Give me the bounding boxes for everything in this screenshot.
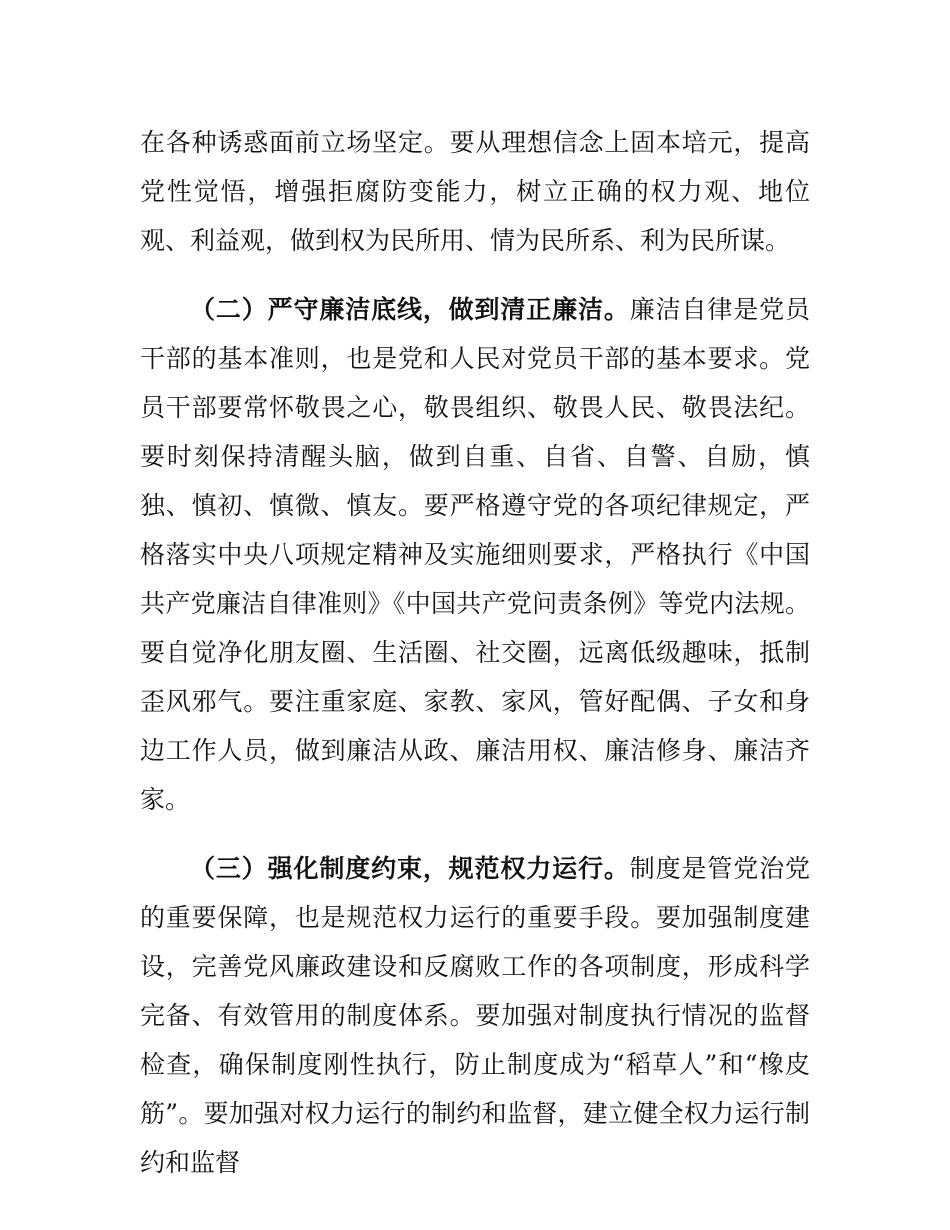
paragraph-section-2 bbox=[140, 285, 810, 824]
paragraph-text: 在各种诱惑面前立场坚定。要从理想信念上固本培元，提高党性觉悟，增强拒腐防变能力，树立正确的权力观、地位观、利益观，做到权为民所用、情为民所系、利为民所谋。 bbox=[140, 128, 810, 255]
section-3-heading: （三）强化制度约束，规范权力运行。 bbox=[190, 854, 630, 883]
section-2-heading: （二）严守廉洁底线，做到清正廉洁。 bbox=[190, 295, 630, 324]
section-3-body: 制度是管党治党的重要保障，也是规范权力运行的重要手段。要加强制度建设，完善党风廉政建设和反腐败工作的各项制度，形成科学完备、有效管用的制度体系。要加强对制度执行情况的监督检查，确保制度刚性执行，防止制度成为“稻草人”和“橡皮筋”。要加强对权力运行的制约和监督，建立健全权力运行制约和监督 bbox=[140, 854, 810, 1177]
section-2-body: 廉洁自律是党员干部的基本准则，也是党和人民对党员干部的基本要求。党员干部要常怀敬畏之心，敬畏组织、敬畏人民、敬畏法纪。要时刻保持清醒头脑，做到自重、自省、自警、自励，慎独、慎初、慎微、慎友。要严格遵守党的各项纪律规定，严格落实中央八项规定精神及实施细则要求，严格执行《中国共产党廉洁自律准则》《中国共产党问责条例》等党内法规。要自觉净化朋友圈、生活圈、社交圈，远离低级趣味，抵制歪风邪气。要注重家庭、家教、家风，管好配偶、子女和身边工作人员，做到廉洁从政、廉洁用权、廉洁修身、廉洁齐家。 bbox=[140, 295, 810, 814]
paragraph-section-3 bbox=[140, 844, 810, 1187]
paragraph-continuation bbox=[140, 118, 810, 265]
